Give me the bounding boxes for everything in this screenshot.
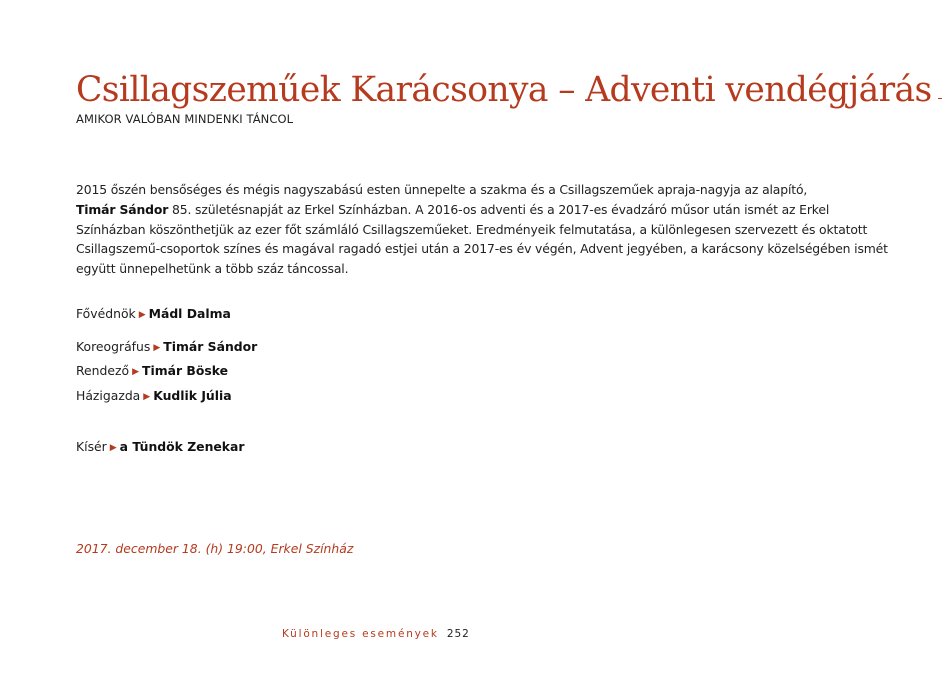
credit-role: Koreográfus — [76, 339, 151, 354]
credit-row-choreographer — [76, 338, 257, 357]
credit-row-director — [76, 362, 228, 381]
body-bold-name: Timár Sándor — [76, 201, 169, 217]
page-subtitle: AMIKOR VALÓBAN MINDENKI TÁNCOL — [76, 112, 294, 126]
credit-name: Timár Sándor — [163, 339, 258, 354]
credit-row-accompaniment — [76, 438, 245, 457]
triangle-right-icon: ▶ — [138, 310, 146, 320]
credit-name: Mádl Dalma — [148, 306, 231, 321]
page-footer — [282, 628, 470, 640]
triangle-right-icon: ▶ — [132, 367, 140, 377]
title-end-mark — [938, 98, 942, 99]
body-part-2: 85. születésnapját az Erkel Színházban. A 2016-os adventi és a 2017-es évadzáró műsor után ismét az Erkel Színházban köszönthetjük az ezer főt számláló Csillagszeműeket. Eredményeik felmutatása, a különlegesen szervezett és oktatott Csillagszemű-csoportok színes és magával ragadó estjei után a 2017-es év végén, Advent jegyében, a karácsony közelségében ismét együtt ünnepelhetünk a több száz táncossal. — [76, 201, 888, 277]
credit-row-patron — [76, 305, 231, 324]
credit-role: Rendező — [76, 363, 130, 378]
page-number: 252 — [446, 628, 470, 640]
triangle-right-icon: ▶ — [109, 443, 117, 453]
credit-name: Kudlik Júlia — [153, 388, 232, 403]
credit-row-host — [76, 387, 232, 406]
triangle-right-icon: ▶ — [143, 392, 151, 402]
credit-role: Fővédnök — [76, 306, 136, 321]
credit-role: Házigazda — [76, 388, 141, 403]
event-date-venue: 2017. december 18. (h) 19:00, Erkel Színház — [76, 541, 354, 556]
body-paragraph — [76, 180, 896, 279]
body-part-1: 2015 őszén bensőséges és mégis nagyszabású esten ünnepelte a szakma és a Csillagszeműek apraja-nagyja az alapító, — [76, 182, 808, 197]
title-block — [76, 68, 932, 112]
credit-role: Kísér — [76, 439, 107, 454]
credit-name: Timár Böske — [142, 363, 229, 378]
footer-section: Különleges események — [282, 628, 439, 640]
page-title-text: Csillagszeműek Karácsonya – Adventi vendégjárás — [76, 70, 932, 110]
triangle-right-icon: ▶ — [153, 343, 161, 353]
page-title — [76, 68, 932, 112]
credit-name: a Tündök Zenekar — [119, 439, 245, 454]
